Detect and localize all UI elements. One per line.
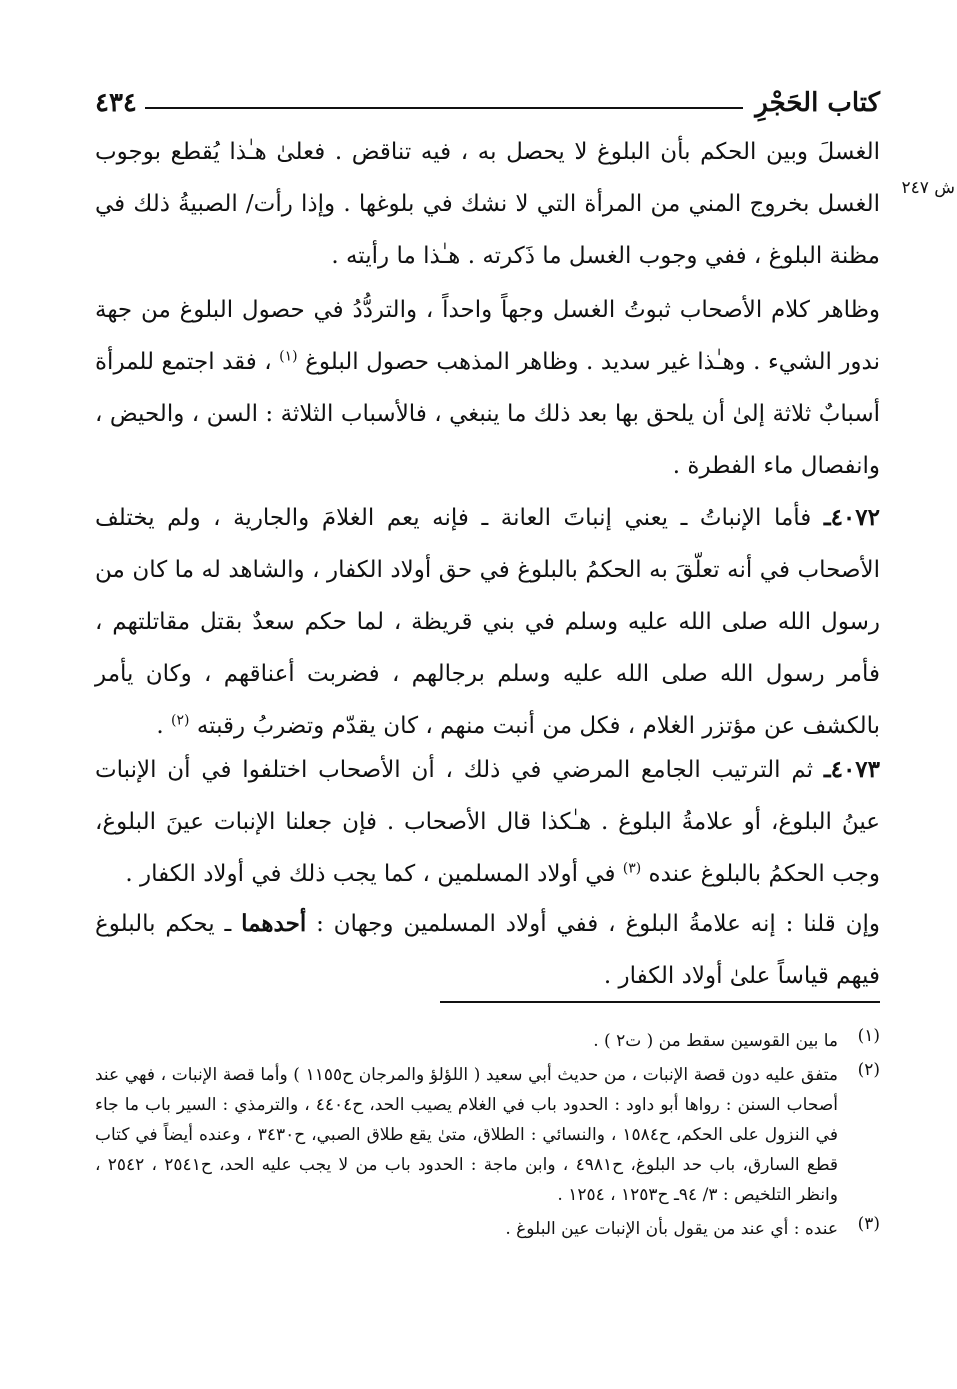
paragraph-text: ـ يحكم بالبلوغ فيهم قياساً علىٰ أولاد الكفار .: [95, 911, 880, 989]
paragraph-4072: [95, 492, 880, 752]
paragraph-text: الغسلَ وبين الحكم بأن البلوغ لا يحصل به ، فيه تناقض . فعلىٰ هـٰذا يُقطع بوجوب الغسل بخروج المني من المرأة التي لا نشك في بلوغها . وإذا رأت/ الصبيةُ ذلك في مظنة البلوغ ، ففي وجوب الغسل ما ذَكرته . هـٰذا ما رأيته .: [95, 139, 880, 269]
footnotes: [95, 1026, 880, 1248]
paragraph-text: وإن قلنا : إنه علامةُ البلوغ ، ففي أولاد المسلمين وجهان :: [316, 911, 881, 937]
footnote-text: عنده : أي عند من يقول بأن الإنبات عين البلوغ .: [505, 1219, 838, 1239]
footnote-ref[interactable]: (٣): [622, 860, 642, 877]
paragraph-number: ٤٠٧٢ـ: [823, 504, 880, 531]
page-header: [95, 78, 880, 118]
footnote-ref[interactable]: (٢): [171, 712, 190, 729]
footnote-text: ما بين القوسين سقط من ( ت٢ ) .: [593, 1031, 838, 1051]
margin-page-reference: ش ٢٤٧: [901, 178, 955, 198]
page-number: ٤٣٤: [95, 88, 137, 118]
footnote-number: (١): [857, 1026, 880, 1046]
emphasis-text: أحدهما: [241, 910, 307, 937]
paragraph-2: [95, 284, 880, 492]
paragraph-number: ٤٠٧٣ـ: [823, 756, 881, 783]
paragraph-5: [95, 898, 880, 1002]
footnote: [95, 1214, 880, 1244]
running-title: كتاب الحَجْرِ: [755, 88, 880, 118]
paragraph-1: [95, 126, 880, 282]
paragraph-text: .: [156, 713, 164, 739]
paragraph-text: ، فقد اجتمع للمرأة أسبابٌ ثلاثة إلىٰ أن يلحق بها بعد ذلك ما ينبغي ، فالأسباب الثلاثة : السن ، والحيض ، وانفصال ماء الفطرة .: [95, 349, 880, 479]
footnote-ref[interactable]: (١): [279, 348, 298, 365]
footnote: [95, 1026, 880, 1056]
paragraph-text: في أولاد المسلمين ، كما يجب ذلك في أولاد الكفار .: [125, 861, 616, 887]
footnote: [95, 1060, 880, 1210]
footnote-text: متفق عليه دون قصة الإنبات ، من حديث أبي سعيد ( اللؤلؤ والمرجان ح١١٥٥ ) وأما قصة الإنبات ، فهي عند أصحاب السنن : رواها أبو داود : الحدود باب في الغلام يصيب الحد، ح٤٤٠٤ ، والترمذي : السير باب ما جاء في النزول على الحكم، ح١٥٨٤ ، والنسائي : الطلاق، متىٰ يقع طلاق الصبي، ح٣٤٣٠ ، وعنده أيضاً في كتاب قطع السارق، باب حد البلوغ، ح٤٩٨١ ، وابن ماجة : الحدود باب من لا يجب عليه الحد، ح٢٥٤١ ، ٢٥٤٢ ، وانظر التلخيص : ٣/ ٩٤ـ ح١٢٥٣ ، ١٢٥٤ .: [95, 1065, 839, 1205]
paragraph-text: ثم الترتيب الجامع المرضي في ذلك ، أن الأصحاب اختلفوا في أن الإنبات عينُ البلوغ، أو علامةُ البلوغ . هـٰكذا قال الأصحاب . فإن جعلنا الإنبات عينَ البلوغ، وجب الحكمُ بالبلوغ عنده: [95, 757, 880, 887]
footnote-number: (٢): [857, 1060, 880, 1080]
paragraph-text: وظاهر كلام الأصحاب ثبوتُ الغسل وجهاً واحداً ، والتردُّدُ في حصول البلوغ من جهة ندور الشيء . وهـٰذا غير سديد . وظاهر المذهب حصول البلوغ: [95, 297, 881, 375]
paragraph-4073: [95, 744, 880, 900]
header-rule: [145, 107, 743, 109]
footnote-number: (٣): [857, 1214, 880, 1234]
footnote-divider: [440, 1001, 880, 1003]
paragraph-text: فأما الإنباتُ ـ يعني إنباتَ العانة ـ فإنه يعم الغلامَ والجارية ، ولم يختلف الأصحاب في أنه تعلّقَ به الحكمُ بالبلوغ في حق أولاد الكفار ، والشاهد له ما كان من رسول الله صلى الله عليه وسلم في بني قريظة ، لما حكم سعدٌ بقتل مقاتلتهم ، فأمر رسول الله صلى الله عليه وسلم برجالهم ، فضربت أعناقهم ، وكان يأمر بالكشف عن مؤتزر الغلام ، فكل من أنبت منهم ، كان يقدّم وتضربُ رقبته: [95, 505, 880, 739]
